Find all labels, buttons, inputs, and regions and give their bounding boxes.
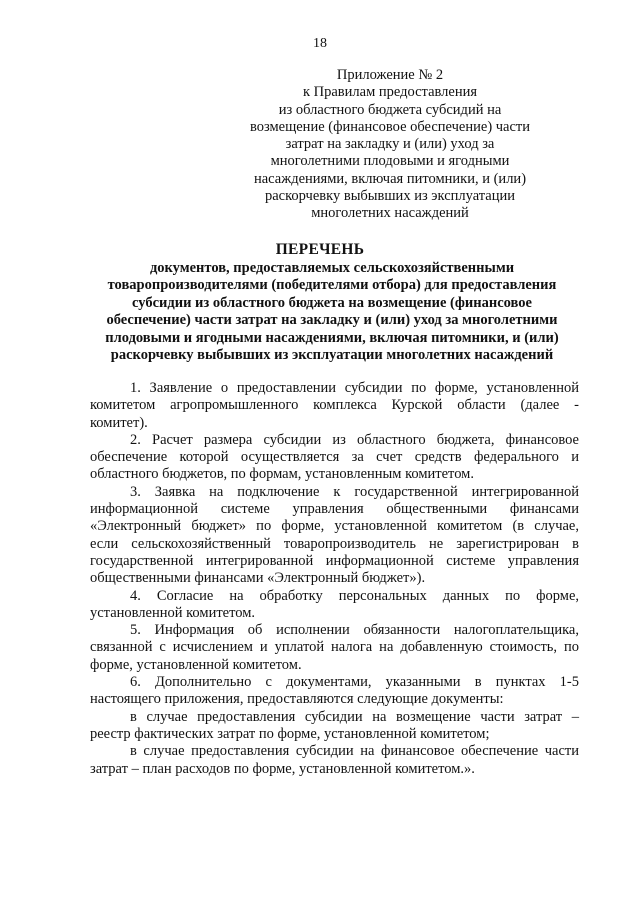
body-line: 2. Расчет размера субсидии из областного бюджета, финансовое [130,431,579,448]
body-line: общественными финансами «Электронный бюджет»). [90,570,426,587]
subtitle-line: документов, предоставляемых сельскохозяйственными [149,260,515,276]
document-subtitle [82,260,582,364]
body-line: комитетом агропромышленного комплекса Курской области (далее - [90,397,579,414]
body-line: «Электронный бюджет» по форме, установленной комитетом (в случае, [90,518,579,535]
subtitle-line: раскорчевку выбывших из эксплуатации многолетних насаждений [110,347,554,364]
body-line: если сельскохозяйственный товаропроизводитель не зарегистрирован в [90,535,579,552]
body-line: форме, установленной комитетом. [90,656,302,673]
appendix-header [248,67,532,223]
page-number: 18 [313,36,327,51]
appendix-line: раскорчевку выбывших из эксплуатации [264,188,515,205]
body-line: затрат – план расходов по форме, установленной комитетом.». [90,760,475,777]
body-line: комитет). [90,414,148,431]
body-line: 3. Заявка на подключение к государственной интегрированной [130,483,579,500]
body-line: 6. Дополнительно с документами, указанными в пунктах 1-5 [130,674,579,691]
appendix-line: многолетними плодовыми и ягодными [270,153,510,170]
subtitle-line: обеспечение) части затрат на закладку и (или) уход за многолетними [106,312,558,329]
body-line: реестр фактических затрат по форме, установленной комитетом; [90,725,490,742]
appendix-line: затрат на закладку и (или) уход за [285,136,495,153]
body-line: 5. Информация об исполнении обязанности налогоплательщика, [130,622,579,639]
appendix-line: Приложение № 2 [336,67,444,83]
appendix-line: из областного бюджета субсидий на [278,101,502,118]
body-line: связанной с исчислением и уплатой налога на добавленную стоимость, по [90,639,579,656]
body-line: в случае предоставления субсидии на финансовое обеспечение части [130,743,579,760]
body-line: 4. Согласие на обработку персональных данных по форме, [130,587,579,604]
body-line: государственной интегрированной информационной системе управления [90,552,579,569]
body-line: информационной системе управления общественными финансами [90,501,579,518]
document-body [90,380,579,778]
appendix-line: насаждениями, включая питомники, и (или) [253,170,527,187]
body-line: настоящего приложения, предоставляются следующие документы: [90,691,504,708]
appendix-line: к Правилам предоставления [302,84,478,101]
appendix-line: многолетних насаждений [311,205,469,222]
subtitle-line: плодовыми и ягодными насаждениями, включая питомники, и (или) [105,329,559,346]
appendix-line: возмещение (финансовое обеспечение) части [249,118,531,135]
body-line: обеспечение которой осуществляется за счет средств федерального и [90,449,579,466]
body-line: установленной комитетом. [90,604,256,621]
body-line: областного бюджетов, по формам, установленным комитетом. [90,466,474,483]
body-line: в случае предоставления субсидии на возмещение части затрат – [130,708,579,725]
subtitle-line: субсидии из областного бюджета на возмещение (финансовое [132,294,532,311]
body-line: 1. Заявление о предоставлении субсидии по форме, установленной [130,380,579,396]
subtitle-line: товаропроизводителями (победителями отбора) для предоставления [107,277,557,294]
document-title: ПЕРЕЧЕНЬ [275,241,365,258]
